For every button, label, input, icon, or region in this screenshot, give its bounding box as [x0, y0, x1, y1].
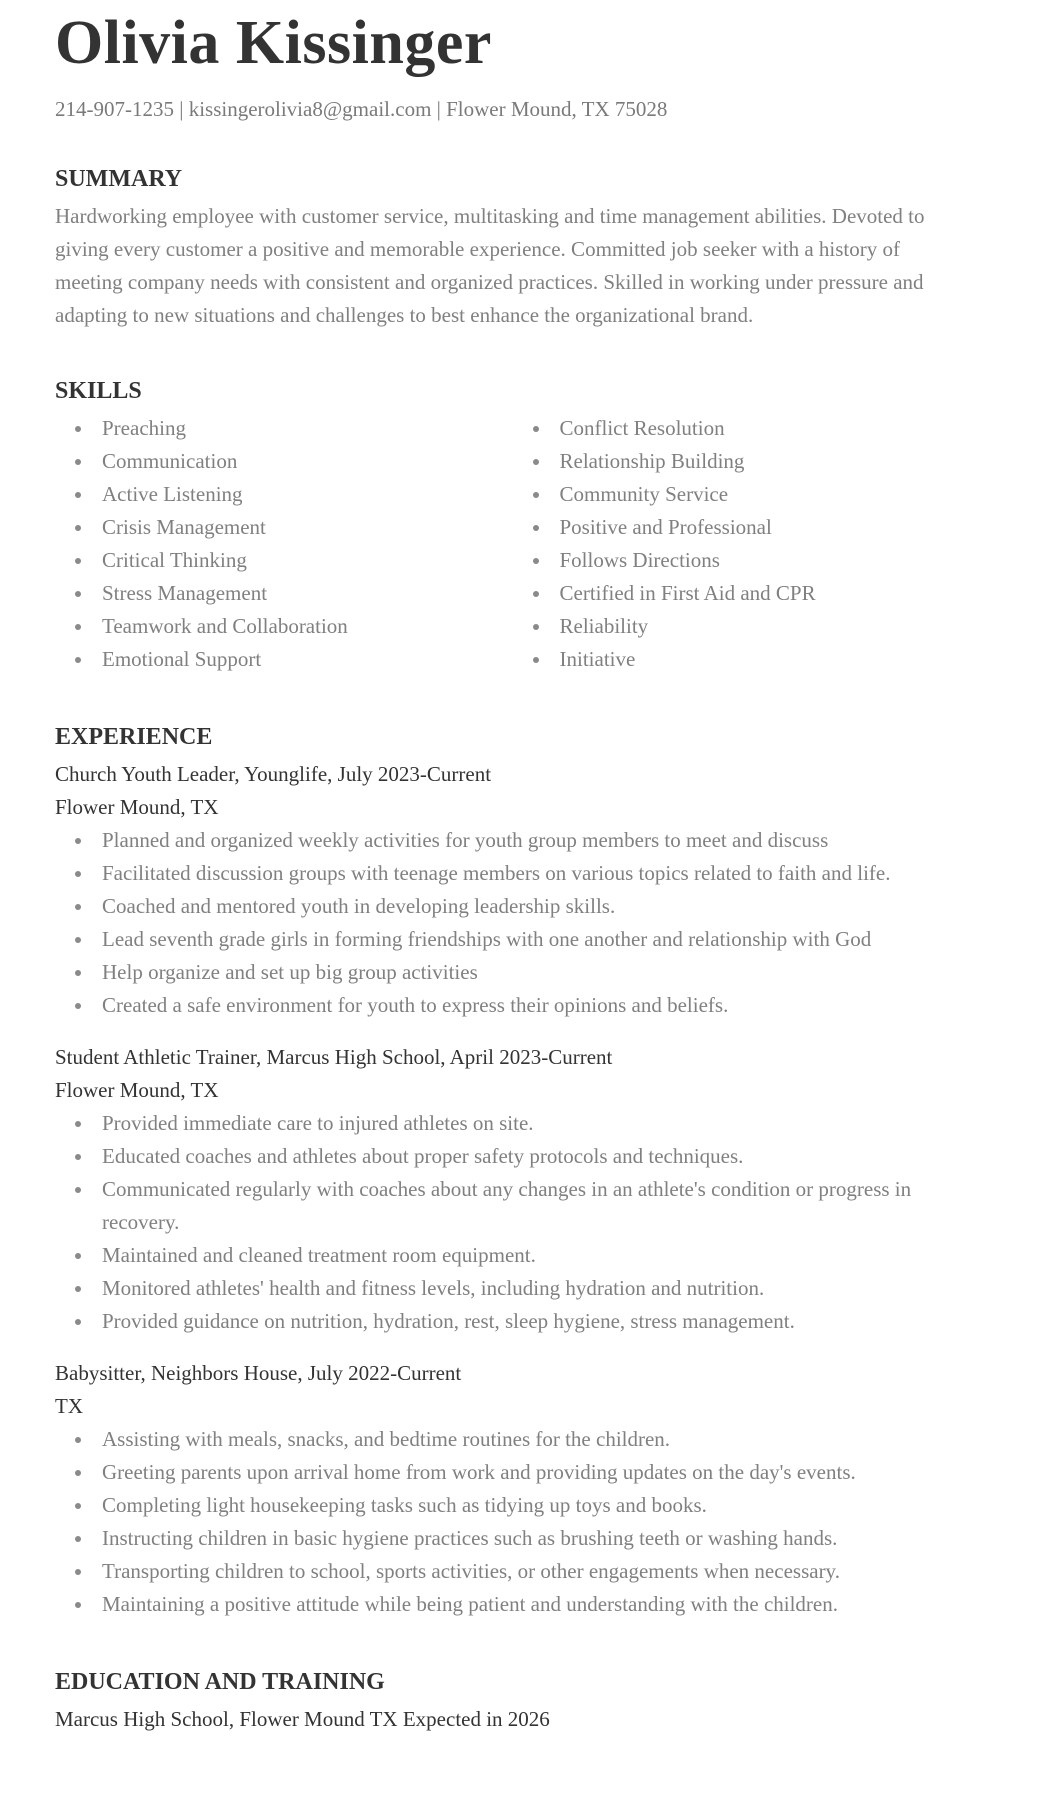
education-heading: EDUCATION AND TRAINING: [55, 1669, 385, 1695]
skill-item: Teamwork and Collaboration: [55, 610, 513, 643]
job-bullet: Educated coaches and athletes about proper safety protocols and techniques.: [55, 1140, 970, 1173]
job-bullets: [55, 1423, 970, 1621]
job-title: Babysitter, Neighbors House, July 2022-Current: [55, 1361, 462, 1385]
skill-item: Emotional Support: [55, 643, 513, 676]
job-bullet: Assisting with meals, snacks, and bedtime routines for the children.: [55, 1423, 970, 1456]
job-bullet: Greeting parents upon arrival home from work and providing updates on the day's events.: [55, 1456, 970, 1489]
job-bullet: Help organize and set up big group activities: [55, 956, 970, 989]
skill-item: Positive and Professional: [513, 511, 971, 544]
job-bullets: [55, 824, 970, 1022]
job-title: Student Athletic Trainer, Marcus High School, April 2023-Current: [55, 1045, 613, 1069]
skill-item: Certified in First Aid and CPR: [513, 577, 971, 610]
skill-item: Active Listening: [55, 478, 513, 511]
education-section: [55, 1667, 970, 1736]
job-bullet: Provided guidance on nutrition, hydration, rest, sleep hygiene, stress management.: [55, 1305, 970, 1338]
job-bullet: Maintained and cleaned treatment room equipment.: [55, 1239, 970, 1272]
skill-item: Reliability: [513, 610, 971, 643]
summary-text: Hardworking employee with customer service, multitasking and time management abilities. Devoted to giving every customer a positive and memorable experience. Committed job seeker with a history of meeting company needs with consistent and organized practices. Skilled in working under pressure and adapting to new situations and challenges to best enhance the organizational brand.: [55, 204, 925, 327]
job-entry-youth-leader: [55, 758, 970, 1022]
job-bullet: Planned and organized weekly activities for youth group members to meet and discuss: [55, 824, 970, 857]
education-entry: Marcus High School, Flower Mound TX Expected in 2026: [55, 1707, 550, 1731]
skills-right-column: [513, 412, 971, 676]
skill-item: Relationship Building: [513, 445, 971, 478]
summary-heading: SUMMARY: [55, 166, 183, 192]
job-entry-athletic-trainer: [55, 1041, 970, 1338]
job-entry-babysitter: [55, 1357, 970, 1621]
job-bullet: Coached and mentored youth in developing leadership skills.: [55, 890, 970, 923]
skills-heading: SKILLS: [55, 378, 142, 404]
job-bullet: Monitored athletes' health and fitness levels, including hydration and nutrition.: [55, 1272, 970, 1305]
experience-section: [55, 722, 970, 1621]
job-bullet: Instructing children in basic hygiene practices such as brushing teeth or washing hands.: [55, 1522, 970, 1555]
skills-left-column: [55, 412, 513, 676]
job-bullet: Transporting children to school, sports activities, or other engagements when necessary.: [55, 1555, 970, 1588]
contact-line: 214-907-1235 | kissingerolivia8@gmail.com | Flower Mound, TX 75028: [55, 97, 668, 121]
job-bullet: Lead seventh grade girls in forming friendships with one another and relationship with God: [55, 923, 970, 956]
job-bullet: Facilitated discussion groups with teenage members on various topics related to faith and life.: [55, 857, 970, 890]
skill-item: Initiative: [513, 643, 971, 676]
skills-section: [55, 376, 970, 676]
skills-grid: [55, 412, 970, 676]
skill-item: Preaching: [55, 412, 513, 445]
job-location: Flower Mound, TX: [55, 1078, 219, 1102]
skill-item: Follows Directions: [513, 544, 971, 577]
job-bullet: Provided immediate care to injured athletes on site.: [55, 1107, 970, 1140]
summary-section: [55, 164, 970, 332]
job-title: Church Youth Leader, Younglife, July 2023-Current: [55, 762, 492, 786]
job-location: TX: [55, 1394, 83, 1418]
skill-item: Stress Management: [55, 577, 513, 610]
job-location: Flower Mound, TX: [55, 795, 219, 819]
skill-item: Conflict Resolution: [513, 412, 971, 445]
skill-item: Communication: [55, 445, 513, 478]
job-bullets: [55, 1107, 970, 1338]
job-bullet: Maintaining a positive attitude while being patient and understanding with the children.: [55, 1588, 970, 1621]
job-bullet: Completing light housekeeping tasks such as tidying up toys and books.: [55, 1489, 970, 1522]
job-bullet: Created a safe environment for youth to express their opinions and beliefs.: [55, 989, 970, 1022]
skill-item: Critical Thinking: [55, 544, 513, 577]
candidate-name: Olivia Kissinger: [55, 9, 492, 77]
experience-heading: EXPERIENCE: [55, 724, 213, 750]
skill-item: Crisis Management: [55, 511, 513, 544]
job-bullet: Communicated regularly with coaches about any changes in an athlete's condition or progress in recovery.: [55, 1173, 970, 1239]
skill-item: Community Service: [513, 478, 971, 511]
